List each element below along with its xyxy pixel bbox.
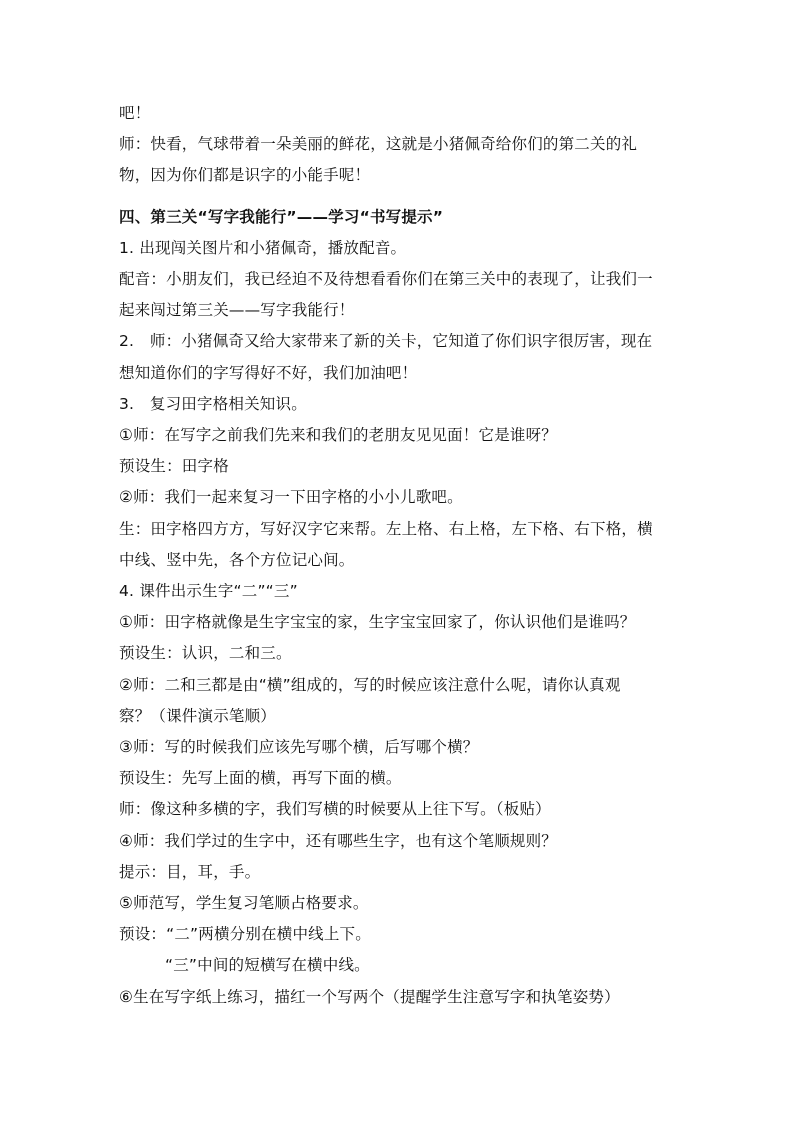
text-line: ①师：田字格就像是生字宝宝的家，生字宝宝回家了，你认识他们是谁吗？ xyxy=(119,613,636,632)
text-line: 2. 师：小猪佩奇又给大家带来了新的关卡，它知道了你们识字很厉害，现在 xyxy=(119,332,653,351)
text-line: 3. 复习田字格相关知识。 xyxy=(119,394,307,413)
text-line: 预设：“二”两横分别在横中线上下。 xyxy=(119,925,371,944)
text-line: 师：快看，气球带着一朵美丽的鲜花，这就是小猪佩奇给你们的第二关的礼 xyxy=(119,135,638,154)
text-line: 师：像这种多横的字，我们写横的时候要从上往下写。（板贴） xyxy=(119,800,551,819)
text-line: 预设生：认识，二和三。 xyxy=(119,644,292,663)
text-line: 配音：小朋友们，我已经迫不及待想看看你们在第三关中的表现了，让我们一 xyxy=(119,270,653,289)
text-line: 物，因为你们都是识字的小能手呢！ xyxy=(119,166,371,185)
text-line: 预设生：先写上面的横，再写下面的横。 xyxy=(119,769,402,788)
section-heading: 四、第三关“写字我能行”——学习“书写提示” xyxy=(119,207,444,226)
text-line: 生：田字格四方方，写好汉字它来帮。左上格、右上格，左下格、右下格，横 xyxy=(119,519,653,538)
text-line: 察？（课件演示笔顺） xyxy=(119,706,277,725)
text-line: 想知道你们的字写得好不好，我们加油吧！ xyxy=(119,363,418,382)
text-line: 中线、竖中先，各个方位记心间。 xyxy=(119,550,355,569)
text-line: ②师：我们一起来复习一下田字格的小小儿歌吧。 xyxy=(119,488,463,507)
document-page xyxy=(119,98,679,1013)
text-line: 起来闯过第三关——写字我能行！ xyxy=(119,301,355,320)
text-line: ②师：二和三都是由“横”组成的，写的时候应该注意什么呢，请你认真观 xyxy=(119,675,621,694)
text-line: 4. 课件出示生字“二”“三” xyxy=(119,582,298,601)
text-line: 预设生：田字格 xyxy=(119,457,229,476)
text-line: ③师：写的时候我们应该先写哪个横，后写哪个横？ xyxy=(119,738,479,757)
text-line: “三”中间的短横写在横中线。 xyxy=(165,956,370,975)
text-line: ①师：在写字之前我们先来和我们的老朋友见见面！它是谁呀？ xyxy=(119,426,557,445)
text-line: 吧！ xyxy=(119,104,151,122)
text-line: 1. 出现闯关图片和小猪佩奇，播放配音。 xyxy=(119,238,407,257)
text-line: 提示：目，耳，手。 xyxy=(119,862,261,881)
text-line: ⑤师范写，学生复习笔顺占格要求。 xyxy=(119,894,369,913)
text-line: ④师：我们学过的生字中，还有哪些生字，也有这个笔顺规则？ xyxy=(119,831,557,850)
text-line: ⑥生在写字纸上练习，描红一个写两个（提醒学生注意写字和执笔姿势） xyxy=(119,987,620,1006)
